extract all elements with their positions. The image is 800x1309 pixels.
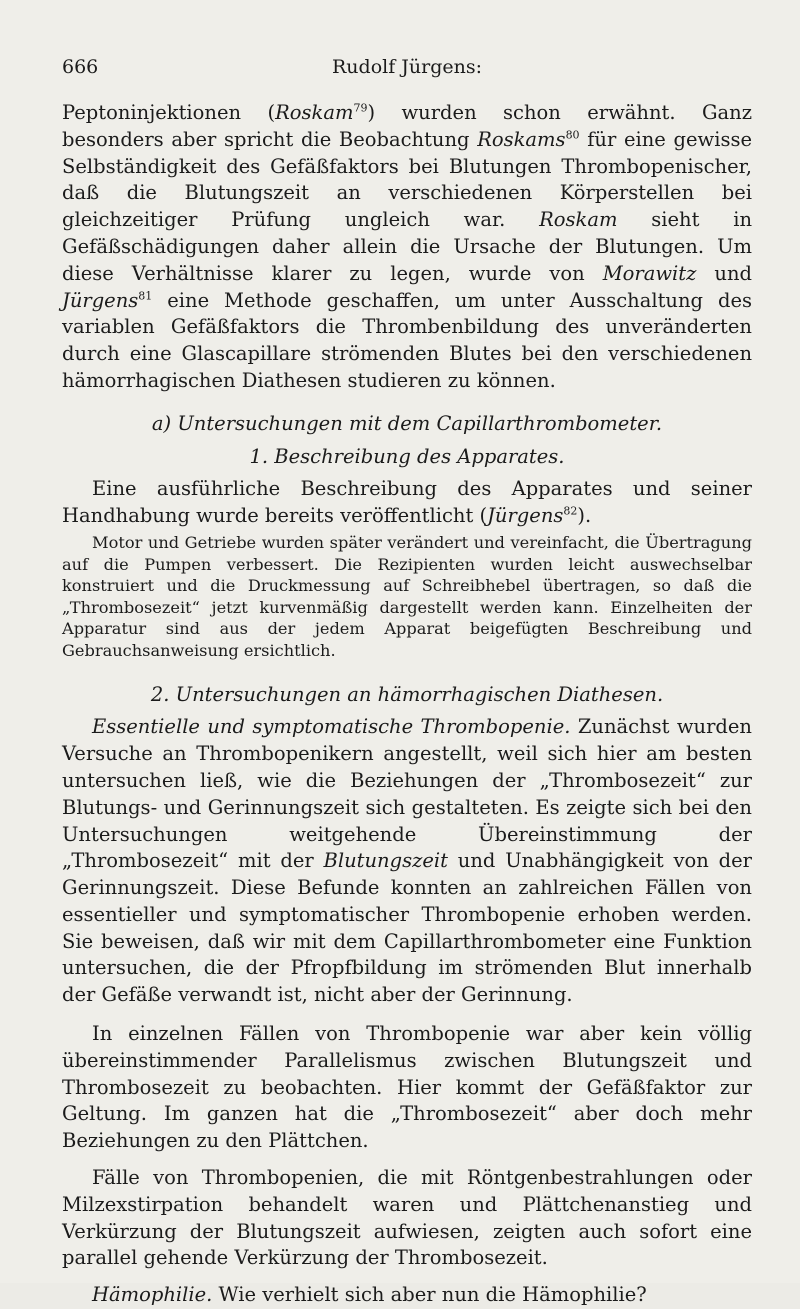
section-heading-a: a) Untersuchungen mit dem Capillarthrombometer. (151, 411, 663, 435)
run-in-heading: Essentielle und symptomatische Thrombopenie. (92, 715, 571, 739)
run-in-heading: Hämophilie. (92, 1283, 213, 1307)
page-body (62, 100, 752, 1309)
citation: Roskams (477, 127, 566, 151)
footnote-ref: 82 (563, 504, 578, 518)
footnote-ref: 79 (353, 101, 368, 115)
paragraph-6: Hämophilie. Wie verhielt sich aber nun die Hämophilie? (92, 1283, 647, 1307)
citation: Roskam (275, 101, 354, 124)
paragraph-3: Essentielle und symptomatische Thrombopenie. Zunächst wurden Versuche an Thrombopenikern angestellt, weil sich hier am besten untersuchen ließ, wie die Beziehungen der „Thrombosezeit“ zur Blutungs- und Gerinnungszeit sich gestalteten. Es zeigte sich bei den Untersuchungen weitgehende Übereinstimmung der „Thrombosezeit“ mit der Blutungszeit und Unabhängigkeit von der Gerinnungszeit. Diese Befunde konnten an zahlreichen Fällen von essentieller und symptomatischer Thrombopenie erhoben werden. Sie beweisen, daß wir mit dem Capillarthrombometer eine Funktion untersuchen, die der Pfropfbildung im strömenden Blut innerhalb der Gefäße verwandt ist, nicht aber der Gerinnung. (62, 715, 752, 1007)
page-header (62, 56, 752, 86)
running-title: Rudolf Jürgens: (331, 56, 483, 78)
page-number: 666 (62, 56, 99, 78)
citation: Jürgens (62, 288, 139, 312)
section-heading-1: 1. Beschreibung des Apparates. (249, 444, 565, 468)
term: Blutungszeit (323, 849, 448, 873)
paragraph-4: In einzelnen Fällen von Thrombopenie war aber kein völlig übereinstimmender Parallelismus zwischen Blutungszeit und Thrombosezeit zu beobachten. Hier kommt der Gefäßfaktor zur Geltung. Im ganzen hat die „Thrombosezeit“ aber doch mehr Beziehungen zu den Plättchen. (62, 1022, 752, 1153)
paragraph-5: Fälle von Thrombopenien, die mit Röntgenbestrahlungen oder Milzexstirpation behandelt waren und Plättchenanstieg und Verkürzung der Blutungszeit aufwiesen, zeigten auch sofort eine parallel gehende Verkürzung der Thrombosezeit. (62, 1166, 752, 1270)
citation: Roskam (539, 208, 618, 232)
footnote-ref: 81 (138, 289, 153, 303)
citation: Morawitz (602, 261, 697, 285)
footnote-ref: 80 (565, 128, 580, 142)
paragraph-1: Peptoninjektionen (Roskam$^{79}$) wurden schon erwähnt. Ganz besonders aber spricht die Beobachtung Roskams$^{80}$ für eine gewisse Selbständigkeit des Gefäßfaktors bei Blutungen Thrombopenischer, daß die Blutungszeit an verschiedenen Körperstellen bei gleichzeitiger Prüfung ungleich war. Roskam sieht in Gefäßschädigungen daher allein die Ursache der Blutungen. Um diese Verhältnisse klarer zu legen, wurde von Morawitz und Jürgens$^{81}$ eine Methode geschaffen, um unter Ausschaltung des variablen Gefäßfaktors die Thrombenbildung des unveränderten durch eine Glascapillare strömenden Blutes bei den verschiedenen hämorrhagischen Diathesen studieren zu können. (62, 101, 753, 392)
small-print-paragraph: Motor und Getriebe wurden später verändert und vereinfacht, die Übertragung auf die Pumpen verbessert. Die Rezipienten wurden leicht auswechselbar konstruiert und die Druckmessung auf Schreibhebel übertragen, so daß die „Thrombosezeit“ jetzt kurvenmäßig dargestellt werden kann. Einzelheiten der Apparatur sind aus der jedem Apparat beigefügten Beschreibung und Gebrauchsanweisung ersichtlich. (62, 532, 752, 660)
section-heading-2: 2. Untersuchungen an hämorrhagischen Diathesen. (150, 682, 664, 706)
citation: Jürgens (487, 504, 564, 528)
paragraph-2: Eine ausführliche Beschreibung des Apparates und seiner Handhabung wurde bereits veröffentlicht (Jürgens$^{82}$). (62, 477, 752, 528)
